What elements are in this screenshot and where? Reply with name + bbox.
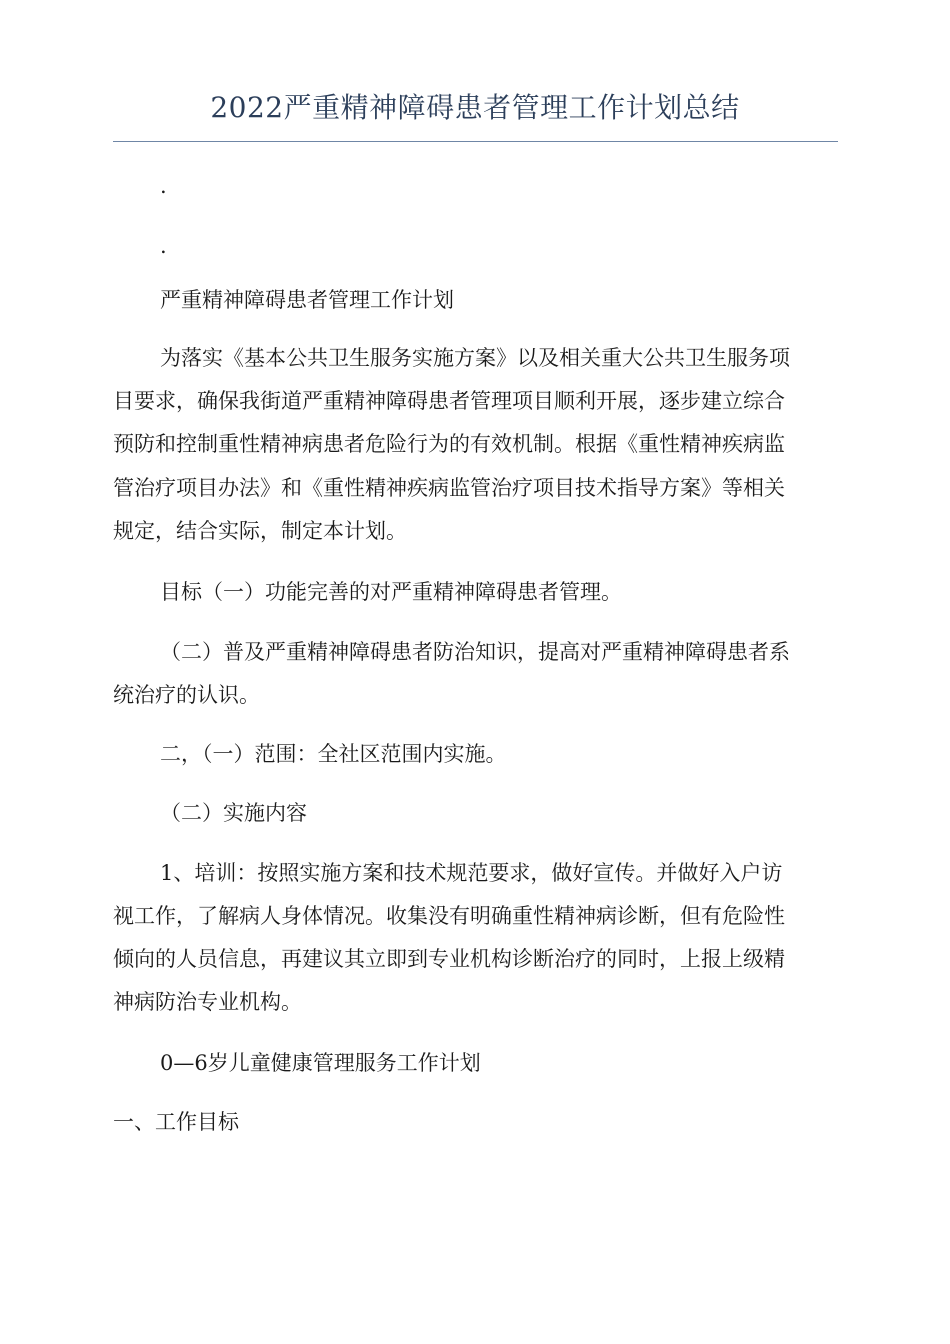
- document-title: 2022严重精神障碍患者管理工作计划总结: [210, 91, 740, 124]
- paragraph-line: 目标（一）功能完善的对严重精神障碍患者管理。: [160, 580, 622, 604]
- paragraph-line: 神病防治专业机构。: [113, 990, 302, 1014]
- title-divider: [113, 141, 838, 142]
- section-heading: 0—6岁儿童健康管理服务工作计划: [160, 1051, 481, 1075]
- paragraph-line: 统治疗的认识。: [113, 683, 260, 707]
- section-heading: 一、工作目标: [113, 1110, 239, 1134]
- paragraph-line: 为落实《基本公共卫生服务实施方案》以及相关重大公共卫生服务项: [160, 346, 790, 370]
- paragraph-line: 二，（一）范围：全社区范围内实施。: [160, 742, 507, 766]
- section-heading: 严重精神障碍患者管理工作计划: [160, 288, 454, 312]
- paragraph-line: 目要求，确保我街道严重精神障碍患者管理项目顺利开展，逐步建立综合: [113, 389, 785, 413]
- placeholder-dot: .: [160, 174, 167, 198]
- paragraph-line: 视工作，了解病人身体情况。收集没有明确重性精神病诊断，但有危险性: [113, 904, 785, 928]
- paragraph-line: （二）普及严重精神障碍患者防治知识，提高对严重精神障碍患者系: [160, 640, 790, 664]
- paragraph-line: （二）实施内容: [160, 801, 307, 825]
- paragraph-line: 管治疗项目办法》和《重性精神疾病监管治疗项目技术指导方案》等相关: [113, 476, 785, 500]
- paragraph-line: 1、培训：按照实施方案和技术规范要求，做好宣传。并做好入户访: [160, 861, 783, 885]
- placeholder-dot: .: [160, 234, 167, 258]
- paragraph-line: 预防和控制重性精神病患者危险行为的有效机制。根据《重性精神疾病监: [113, 432, 785, 456]
- paragraph-line: 规定，结合实际，制定本计划。: [113, 519, 407, 543]
- paragraph-line: 倾向的人员信息，再建议其立即到专业机构诊断治疗的同时，上报上级精: [113, 947, 785, 971]
